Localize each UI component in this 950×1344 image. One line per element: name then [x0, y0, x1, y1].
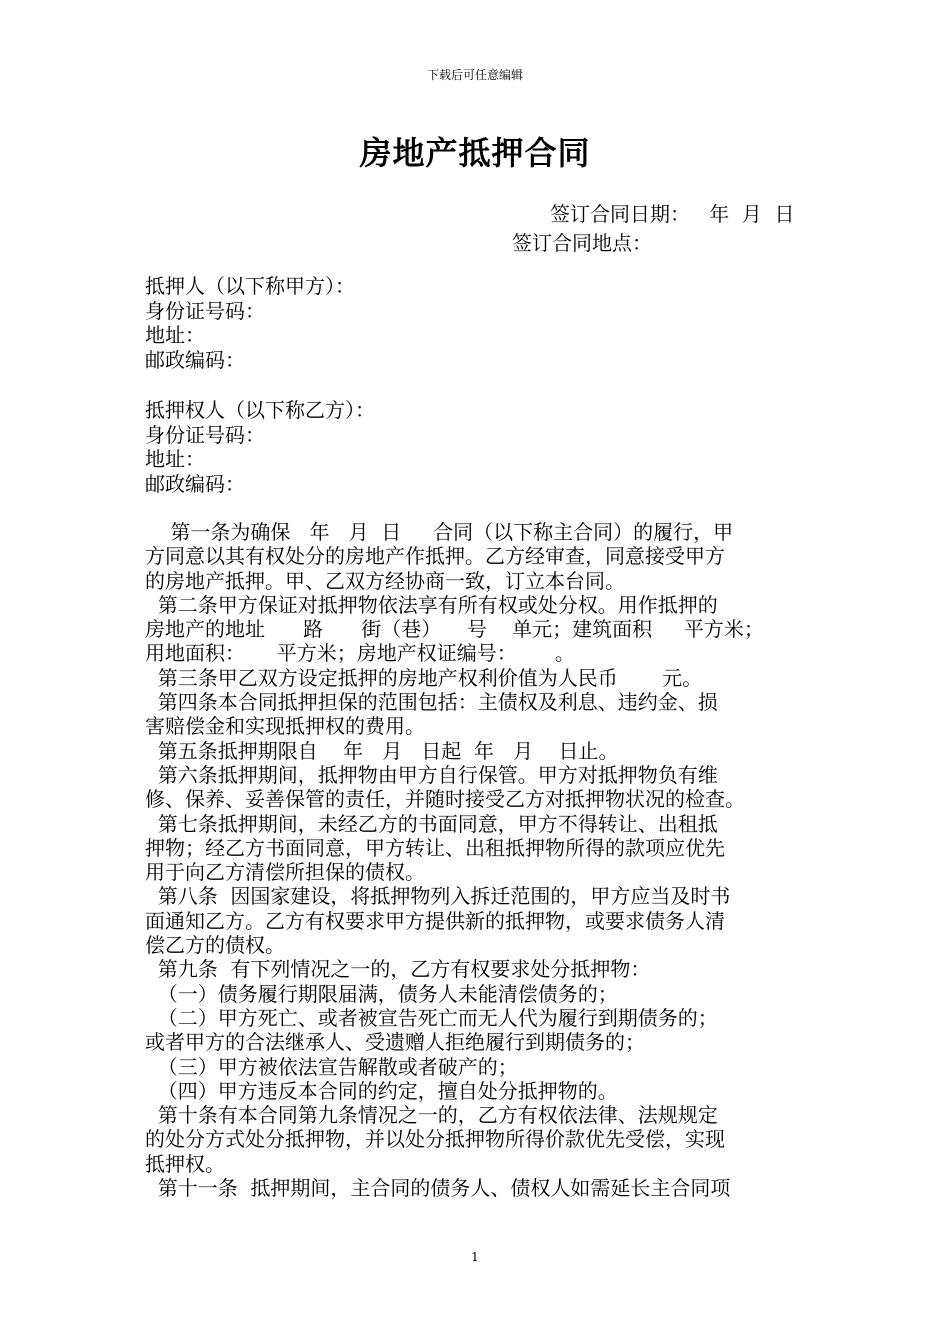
- body-line: 害赔偿金和实现抵押权的费用。: [145, 714, 425, 739]
- body-line: 第九条 有下列情况之一的，乙方有权要求处分抵押物：: [145, 957, 651, 982]
- party-b-block: [145, 398, 375, 496]
- party-a-id-label: 身份证号码：: [145, 298, 265, 323]
- body-line: 第十条有本合同第九条情况之一的，乙方有权依法律、法规规定: [145, 1103, 718, 1128]
- body-line: 的房地产抵押。甲、乙双方经协商一致，订立本台同。: [145, 568, 625, 593]
- body-line: 或者甲方的合法继承人、受遗赠人拒绝履行到期债务的；: [145, 1030, 645, 1055]
- body-line: 第八条 因国家建设，将抵押物列入拆迁范围的，甲方应当及时书: [145, 884, 731, 909]
- party-a-block: [145, 274, 355, 372]
- body-line: 第十一条 抵押期间，主合同的债务人、债权人如需延长主合同项: [145, 1176, 731, 1201]
- page-number: 1: [471, 1250, 479, 1264]
- body-line: （四）甲方违反本合同的约定，擅自处分抵押物的。: [145, 1078, 618, 1103]
- signing-place-line: 签订合同地点：: [512, 231, 652, 255]
- body-line: 方同意以其有权处分的房地产作抵押。乙方经审查，同意接受甲方: [145, 544, 725, 569]
- body-line: 面通知乙方。乙方有权要求甲方提供新的抵押物，或要求债务人清: [145, 908, 725, 933]
- body-line: 抵押权。: [145, 1151, 225, 1176]
- body-line: 偿乙方的债权。: [145, 933, 285, 958]
- body-line: 用地面积： 平方米；房地产权证编号： 。: [145, 641, 575, 666]
- body-line: 第五条抵押期限自 年 月 日起 年 月 日止。: [145, 738, 619, 763]
- contract-body: [145, 520, 810, 1200]
- body-line: 房地产的地址 路 街（巷） 号 单元；建筑面积 平方米；: [145, 617, 764, 642]
- party-a-postcode-label: 邮政编码：: [145, 347, 245, 372]
- body-line: 第七条抵押期间，未经乙方的书面同意，甲方不得转让、出租抵: [145, 811, 718, 836]
- signing-date-line: 签订合同日期： 年 月 日: [550, 202, 795, 226]
- party-a-mortgagor-label: 抵押人（以下称甲方）：: [145, 274, 355, 298]
- body-line: 第一条为确保 年 月 日 合同（以下称主合同）的履行，甲: [145, 520, 734, 544]
- body-line: 第二条甲方保证对抵押物依法享有所有权或处分权。用作抵押的: [145, 592, 718, 617]
- body-line: （二）甲方死亡、或者被宣告死亡而无人代为履行到期债务的；: [145, 1005, 718, 1030]
- party-b-mortgagee-label: 抵押权人（以下称乙方）：: [145, 398, 375, 422]
- body-line: （三）甲方被依法宣告解散或者破产的；: [145, 1054, 518, 1079]
- body-line: 第三条甲乙双方设定抵押的房地产权利价值为人民币 元。: [145, 665, 703, 690]
- party-b-id-label: 身份证号码：: [145, 422, 265, 447]
- body-line: （一）债务履行期限届满，债务人未能清偿债务的；: [145, 981, 618, 1006]
- party-b-postcode-label: 邮政编码：: [145, 471, 245, 496]
- page-header-note: 下载后可任意编辑: [426, 68, 523, 82]
- party-a-address-label: 地址：: [145, 323, 205, 347]
- document-title: 房地产抵押合同: [359, 134, 591, 172]
- body-line: 用于向乙方清偿所担保的债权。: [145, 860, 425, 885]
- body-line: 押物；经乙方书面同意，甲方转让、出租抵押物所得的款项应优先: [145, 835, 725, 860]
- body-line: 第四条本合同抵押担保的范围包括：主债权及利息、违约金、损: [145, 690, 718, 715]
- body-line: 第六条抵押期间，抵押物由甲方自行保管。甲方对抵押物负有维: [145, 762, 718, 787]
- party-b-address-label: 地址：: [145, 447, 205, 471]
- body-line: 的处分方式处分抵押物，并以处分抵押物所得价款优先受偿，实现: [145, 1127, 725, 1152]
- body-line: 修、保养、妥善保管的责任，并随时接受乙方对抵押物状况的检查。: [145, 787, 745, 812]
